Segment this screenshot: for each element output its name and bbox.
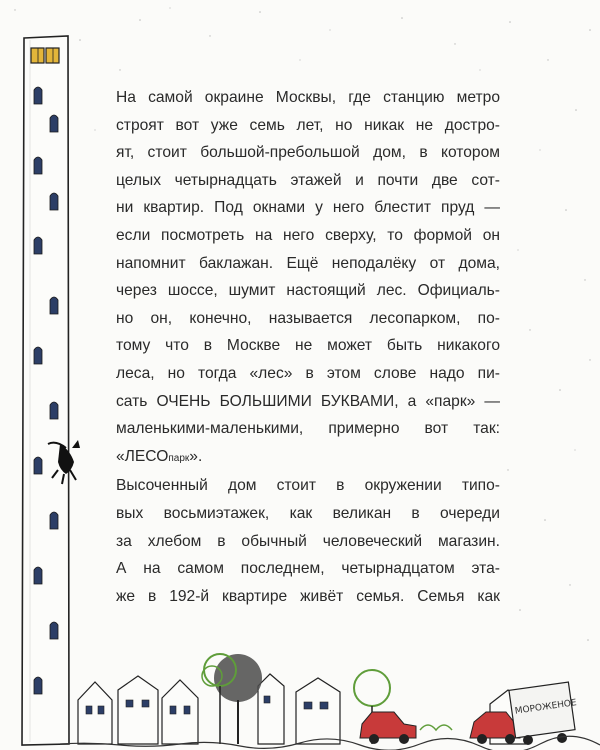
ice-cream-truck-icon (509, 682, 578, 745)
paragraph-1 (97, 84, 500, 472)
text-line: строят вот уже семь лет, но никак не достро- (116, 116, 500, 134)
leso-word: «ЛЕСО (116, 447, 169, 465)
text-line: но он, конечно, называется лесопарком, по- (116, 309, 500, 327)
text-line: целых четырнадцать этажей и почти две сот- (116, 171, 500, 189)
text-line: ят, стоит большой-пребольшой дом, в котором (116, 144, 500, 162)
house-icon (118, 676, 158, 744)
text-line: за хлебом в обычный человеческий магазин. (116, 532, 500, 550)
story-text (97, 84, 500, 610)
house-icon (78, 682, 112, 744)
text-line: Высоченный дом стоит в окружении типо- (116, 477, 500, 495)
text-line: если посмотреть на него сверху, то формой он (116, 226, 500, 244)
house-icon (162, 680, 198, 744)
text-line: сать ОЧЕНЬ БОЛЬШИМИ БУКВАМИ, а «парк» — (116, 392, 500, 410)
text-line: же в 192-й квартире живёт семья. Семья как (116, 587, 500, 605)
house-icon (296, 678, 340, 744)
house-icon (258, 674, 284, 744)
truck-sign: МОРОЖЕНОЕ (514, 698, 578, 717)
tower-illustration (0, 0, 95, 750)
text-line: ни квартир. Под окнами у него блестит пруд — (116, 199, 500, 217)
text-line: напомнит баклажан. Ещё неподалёку от дома, (116, 254, 500, 272)
car-icon (360, 712, 416, 744)
text-line-final (97, 443, 500, 473)
paragraph-2 (97, 472, 500, 610)
closing-quote: ». (189, 447, 203, 465)
text-line: вых восьмиэтажек, как великан в очереди (116, 504, 500, 522)
text-line: через шоссе, шумит настоящий лес. Официаль- (116, 282, 500, 300)
text-line: тому что в Москве не может быть никакого (116, 337, 500, 355)
text-line: маленькими-маленькими, примерно вот так: (116, 420, 500, 438)
park-small-word: парк (168, 452, 190, 464)
text-line: На самой окраине Москвы, где станцию метро (116, 89, 500, 106)
tree-icon (214, 654, 262, 744)
street-illustration (0, 640, 600, 750)
text-line: леса, но тогда «лес» в этом слове надо пи- (116, 364, 500, 382)
text-line: А на самом последнем, четырнадцатом эта- (116, 560, 500, 578)
